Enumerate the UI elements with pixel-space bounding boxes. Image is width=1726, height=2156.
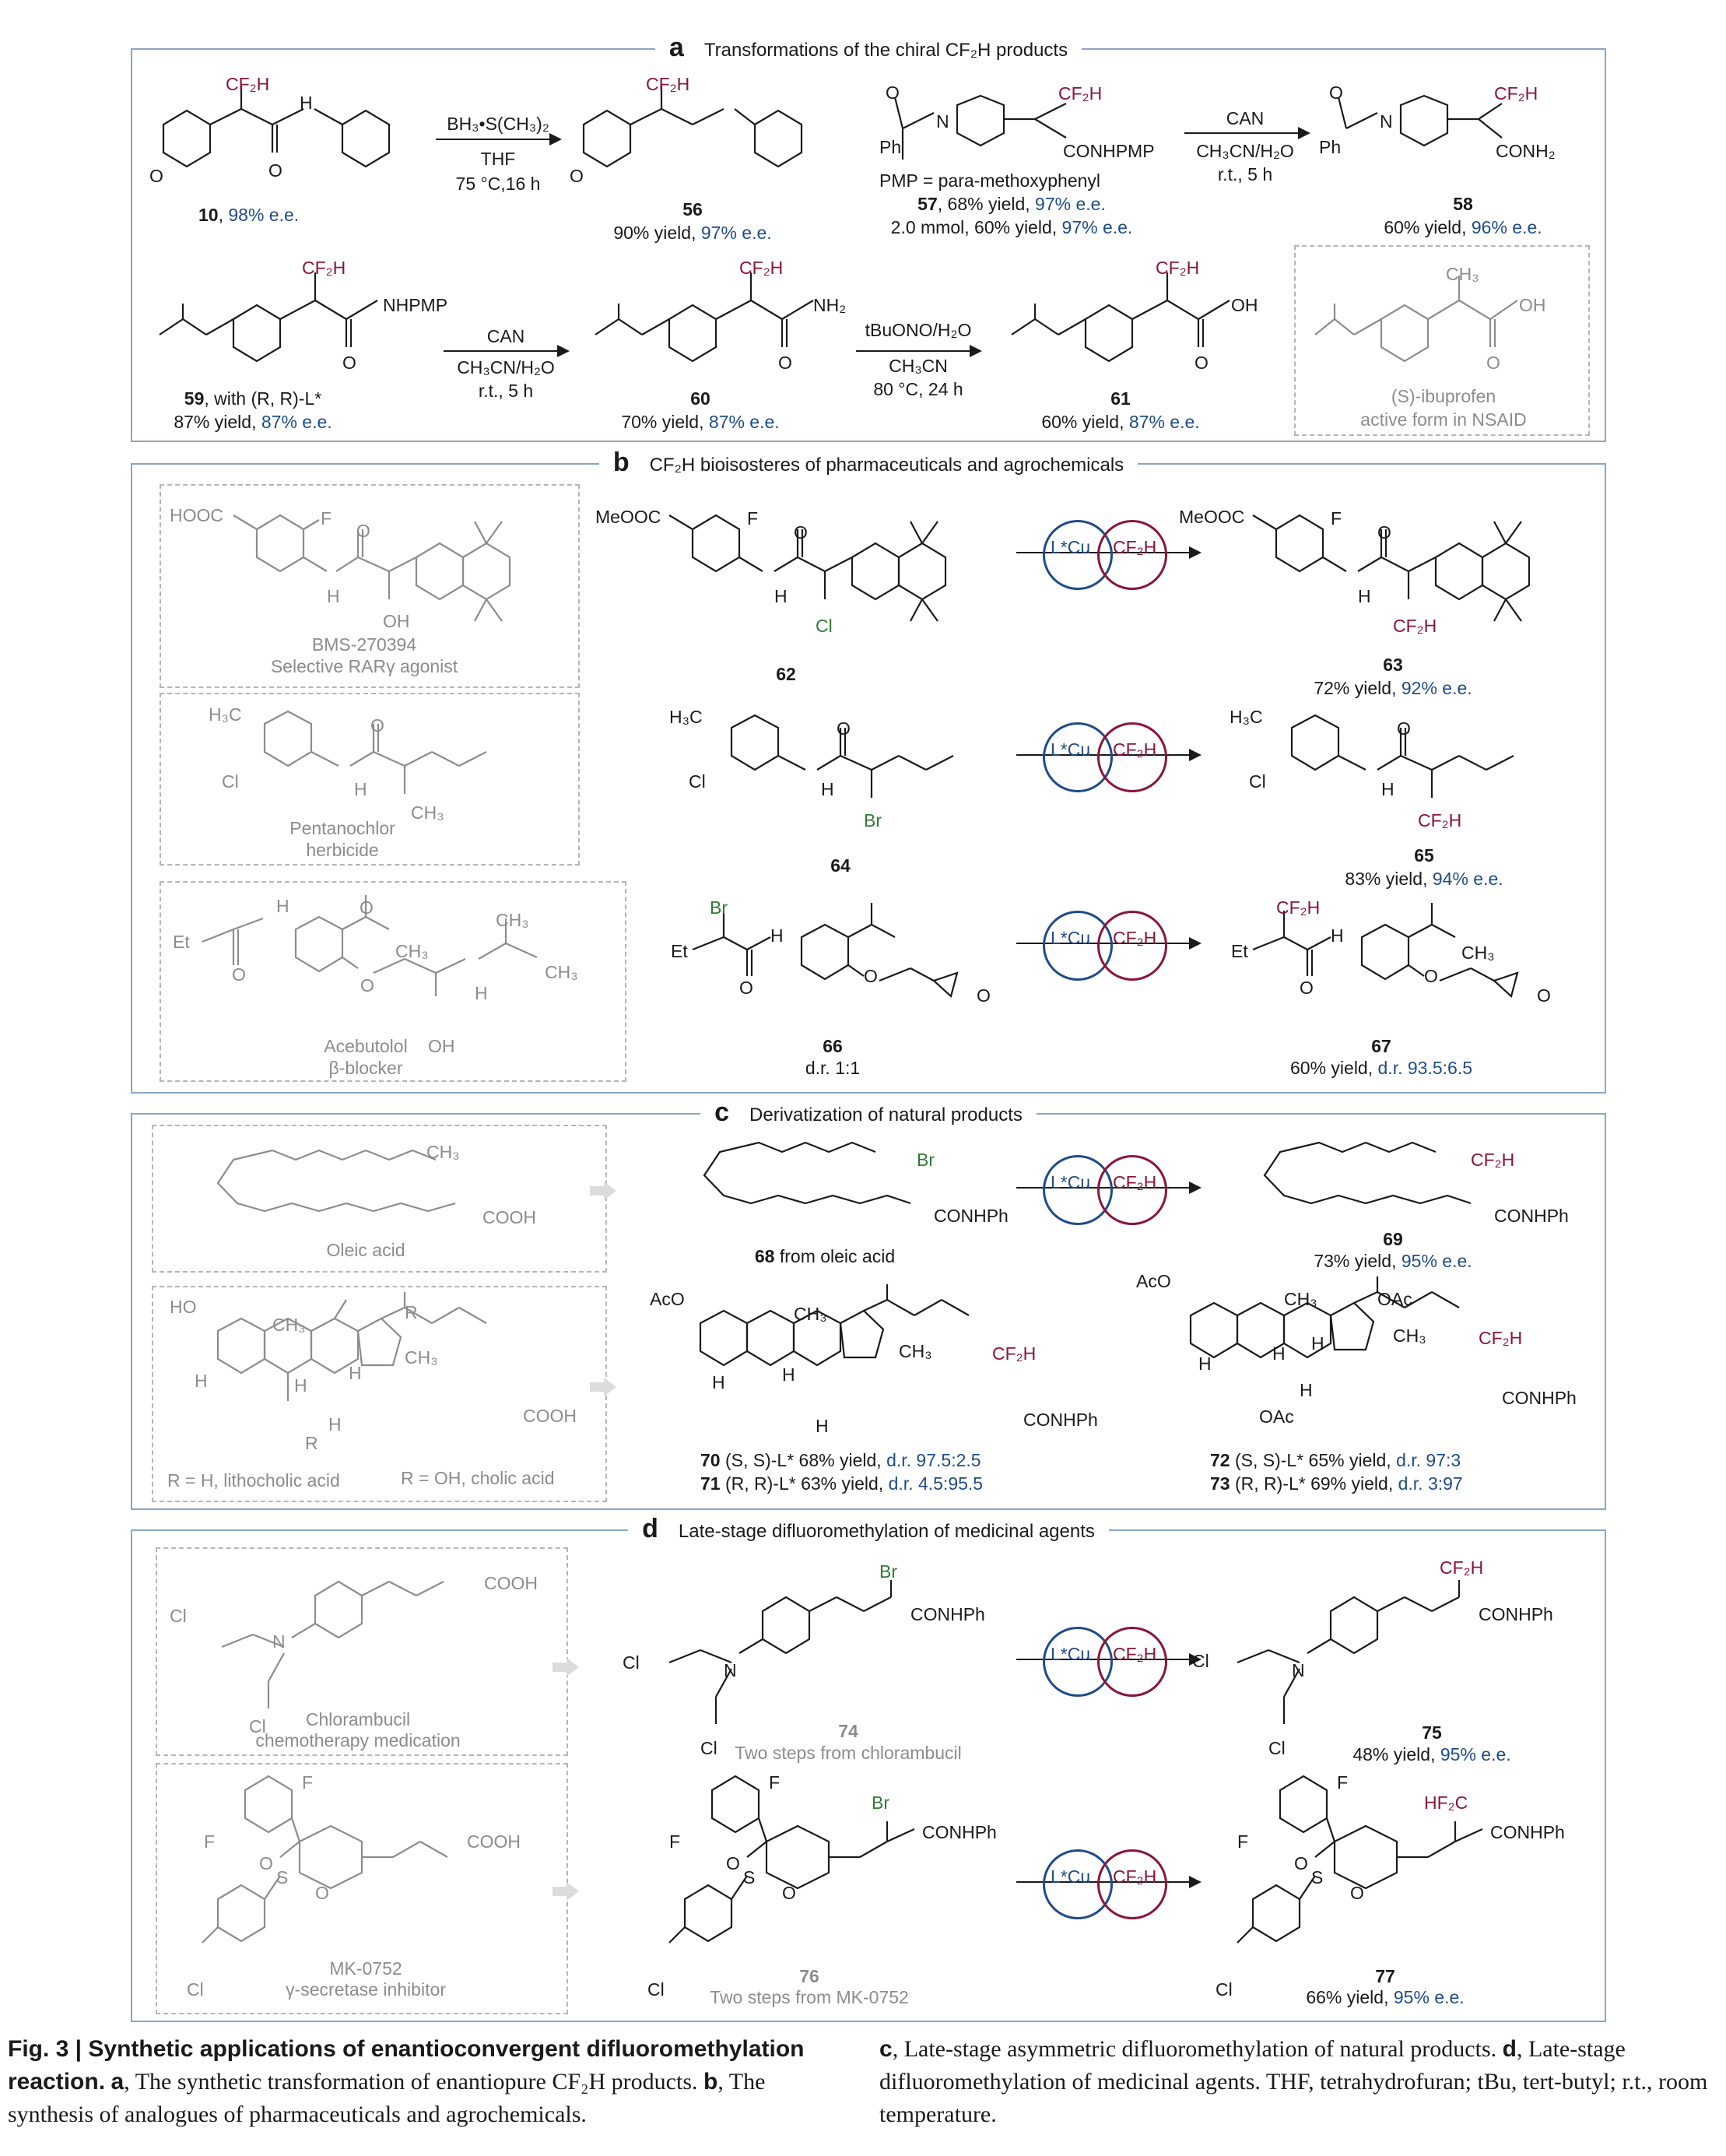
aco-label: AcO bbox=[650, 1289, 685, 1309]
pmp-note: PMP = para-methoxyphenyl bbox=[879, 170, 1101, 191]
cl-label: Cl bbox=[647, 1979, 665, 2000]
ph-label: Ph bbox=[879, 137, 902, 157]
compound-label: 64 bbox=[830, 855, 851, 876]
o-label: O bbox=[360, 975, 374, 995]
f-label: F bbox=[769, 1772, 781, 1793]
cl-label: Cl bbox=[222, 771, 239, 792]
o-label: O bbox=[782, 1883, 796, 1903]
br-label: Br bbox=[917, 1150, 935, 1170]
dr-line: d.r. 1:1 bbox=[805, 1058, 861, 1078]
f-label: F bbox=[1331, 508, 1342, 528]
cl-label: Cl bbox=[1192, 1651, 1209, 1671]
cl-label: Cl bbox=[623, 1652, 640, 1673]
yield-line: 83% yield, 94% e.e. bbox=[1345, 869, 1503, 889]
n-label: N bbox=[1292, 1660, 1305, 1680]
transform-arrow bbox=[553, 1882, 579, 1901]
drug-name: BMS-270394 bbox=[311, 634, 417, 655]
h-label: H bbox=[782, 1364, 795, 1385]
cl-label: Cl bbox=[1216, 1979, 1233, 2000]
cf2h-label: CF₂H bbox=[1276, 897, 1321, 918]
ch3-label: CH₃ bbox=[411, 802, 444, 823]
cf2h-source-label: CF₂H bbox=[1113, 1172, 1157, 1192]
ch3-label: CH₃ bbox=[405, 1347, 438, 1368]
cf2h-label: CF₂H bbox=[992, 1343, 1037, 1364]
molecule-61 bbox=[996, 257, 1261, 389]
molecule-60 bbox=[580, 257, 847, 389]
reagent: CAN bbox=[1226, 108, 1265, 128]
yield-line: 72% yield, 92% e.e. bbox=[1314, 678, 1472, 698]
nh-label: H bbox=[354, 779, 367, 799]
ch3-label: CH₃ bbox=[426, 1142, 460, 1162]
reagent: BH₃•S(CH₃)₂ bbox=[447, 114, 549, 134]
ch3-label: CH₃ bbox=[272, 1315, 306, 1335]
drug-name: Pentanochlor bbox=[289, 818, 395, 838]
drug-desc: herbicide bbox=[306, 840, 379, 860]
o-label: O bbox=[315, 1883, 329, 1903]
panel-letter: a bbox=[668, 33, 684, 62]
o-label: O bbox=[1294, 1853, 1308, 1873]
s-label: S bbox=[1311, 1867, 1324, 1887]
molecule-75 bbox=[1183, 1549, 1572, 1743]
o-label: O bbox=[886, 83, 900, 103]
molecule-77 bbox=[1206, 1767, 1595, 1985]
br-label: Br bbox=[879, 1561, 897, 1582]
o-label: O bbox=[977, 985, 991, 1006]
conditions: 80 °C, 24 h bbox=[873, 379, 963, 399]
o-label: O bbox=[1350, 1883, 1364, 1903]
et-label: Et bbox=[671, 941, 688, 961]
o-label: O bbox=[1300, 978, 1314, 998]
nh-label: H bbox=[327, 586, 340, 606]
compound-label: 76 bbox=[799, 1966, 819, 1986]
f-label: F bbox=[747, 508, 759, 528]
conhph-label: CONHPh bbox=[1494, 1206, 1569, 1226]
catalyst-cycle bbox=[1027, 1843, 1191, 1921]
panel-letter: d bbox=[642, 1514, 658, 1543]
compound-desc: Two steps from chlorambucil bbox=[735, 1743, 962, 1763]
cl-label: Cl bbox=[249, 1716, 266, 1736]
compound-label: 56 bbox=[682, 199, 703, 219]
yield-line: 60% yield, 96% e.e. bbox=[1384, 217, 1542, 237]
natural-product-name: Oleic acid bbox=[326, 1240, 405, 1260]
conhph-label: CONHPh bbox=[934, 1206, 1009, 1226]
catalyst-label: L*Cu bbox=[1051, 1644, 1091, 1664]
oh-label: OH bbox=[1231, 295, 1258, 315]
cf2h-source-label: CF₂H bbox=[1113, 1866, 1157, 1887]
s-label: S bbox=[276, 1867, 289, 1887]
transform-arrow bbox=[553, 1658, 579, 1677]
s-label: S bbox=[743, 1867, 756, 1887]
h3c-label: H₃C bbox=[669, 707, 703, 727]
compound-label: 60 bbox=[690, 388, 710, 409]
o-label: O bbox=[370, 715, 384, 736]
drug-desc: chemotherapy medication bbox=[255, 1730, 461, 1750]
panel-title: Transformations of the chiral CF₂H products bbox=[703, 40, 1068, 61]
cl-label: Cl bbox=[689, 771, 706, 792]
ch3-label: CH₃ bbox=[1393, 1326, 1426, 1346]
h-label: H bbox=[349, 1363, 362, 1383]
molecule-10 bbox=[148, 78, 428, 202]
yield-line: 70 (S, S)-L* 68% yield, d.r. 97.5:2.5 bbox=[700, 1450, 981, 1470]
molecule-ibuprofen bbox=[1307, 257, 1572, 389]
o-label: O bbox=[1397, 718, 1411, 739]
conhpmp-label: CONHPMP bbox=[1063, 141, 1155, 161]
transform-arrow bbox=[590, 1182, 616, 1200]
ph-label: Ph bbox=[1319, 137, 1342, 157]
reaction-arrow bbox=[436, 139, 560, 140]
compound-label: 75 bbox=[1422, 1722, 1442, 1743]
et-label: Et bbox=[173, 932, 190, 952]
meooc-label: MeOOC bbox=[1179, 507, 1245, 527]
o-label: O bbox=[726, 1853, 740, 1873]
cf2h-label: CF₂H bbox=[1494, 83, 1538, 104]
yield-line: 73 (R, R)-L* 69% yield, d.r. 3:97 bbox=[1210, 1473, 1463, 1494]
compound-label: 66 bbox=[823, 1036, 843, 1056]
f-label: F bbox=[302, 1772, 314, 1793]
cf2h-label: CF₂H bbox=[226, 74, 270, 94]
yield-line: 73% yield, 95% e.e. bbox=[1314, 1251, 1472, 1271]
cf2h-label: CF₂H bbox=[1471, 1150, 1515, 1170]
yield-line: 71 (R, R)-L* 63% yield, d.r. 4.5:95.5 bbox=[700, 1473, 984, 1494]
drug-name: Chlorambucil bbox=[305, 1709, 411, 1729]
yield-line: 72 (S, S)-L* 65% yield, d.r. 97:3 bbox=[1210, 1450, 1461, 1470]
n-label: N bbox=[724, 1660, 737, 1680]
compound-label: 61 bbox=[1110, 388, 1131, 409]
o-label: O bbox=[356, 521, 370, 541]
ch3-label: CH₃ bbox=[545, 962, 578, 982]
cooh-label: COOH bbox=[523, 1406, 577, 1426]
o-label: O bbox=[1537, 985, 1551, 1006]
nh-label: H bbox=[770, 925, 784, 946]
br-label: Br bbox=[864, 810, 882, 830]
ch3-label: CH₃ bbox=[395, 941, 429, 961]
h-label: H bbox=[1272, 1343, 1286, 1364]
h-label: H bbox=[328, 1414, 342, 1434]
drug-desc: γ-secretase inhibitor bbox=[286, 1979, 446, 2000]
h-label: H bbox=[816, 1416, 829, 1436]
catalyst-cycle bbox=[1027, 716, 1191, 794]
yield-line: 60% yield, 87% e.e. bbox=[1041, 412, 1200, 432]
h-label: H bbox=[1198, 1354, 1212, 1374]
nhpmp-label: NHPMP bbox=[383, 295, 448, 315]
conhph-label: CONHPh bbox=[1490, 1822, 1565, 1842]
compound-label: 58 bbox=[1453, 194, 1473, 214]
compound-label: 67 bbox=[1371, 1036, 1391, 1056]
hooc-label: HOOC bbox=[170, 505, 223, 525]
ch3-label: CH₃ bbox=[496, 910, 529, 930]
reaction-arrow bbox=[1184, 132, 1309, 134]
o-label: O bbox=[837, 718, 851, 739]
o-label: O bbox=[149, 166, 163, 186]
meooc-label: MeOOC bbox=[595, 507, 661, 527]
natural-product-variant: R = OH, cholic acid bbox=[401, 1468, 555, 1488]
compound-label: 65 bbox=[1414, 845, 1434, 866]
cooh-label: COOH bbox=[467, 1831, 521, 1852]
nh-label: H bbox=[1331, 925, 1344, 946]
r-label: R bbox=[405, 1302, 418, 1322]
h-label: H bbox=[1311, 1333, 1324, 1354]
o-label: O bbox=[1195, 353, 1209, 373]
cf2h-label: CF₂H bbox=[1479, 1328, 1523, 1348]
solvent: CH₃CN/H₂O bbox=[1196, 141, 1294, 161]
catalyst-label: L*Cu bbox=[1051, 739, 1091, 760]
panel-title: Derivatization of natural products bbox=[749, 1104, 1023, 1125]
nh2-label: NH₂ bbox=[813, 295, 847, 315]
cl-label: Cl bbox=[170, 1606, 187, 1626]
o-label: O bbox=[1486, 353, 1500, 373]
h-label: H bbox=[195, 1371, 208, 1391]
figure-caption-right: c, Late-stage asymmetric difluoromethylation of natural products. d, Late-stage difluoromethylation of medicinal agents. THF, tetrahydrofuran; tBu, tert-butyl; r.t., room temperature. bbox=[879, 2036, 1708, 2127]
panel-title: Late-stage difluoromethylation of medicinal agents bbox=[678, 1521, 1095, 1542]
cf2h-label: CF₂H bbox=[1418, 810, 1462, 830]
o-label: O bbox=[864, 966, 878, 986]
nh-label: H bbox=[821, 779, 834, 799]
ho-label: HO bbox=[170, 1297, 197, 1317]
solvent: CH₃CN/H₂O bbox=[457, 357, 555, 377]
catalyst-cycle bbox=[1027, 1149, 1191, 1227]
panel-letter: b bbox=[612, 448, 630, 477]
oh-label: OH bbox=[1519, 295, 1546, 315]
figure-caption-left: Fig. 3 | Synthetic applications of enantioconvergent difluoromethylation reaction. a, The synthetic transformation of enantiopure CF₂H products. b, The synthesis of analogues of pharmaceuticals and agrochemicals. bbox=[8, 2036, 805, 2127]
aco-label: AcO bbox=[1136, 1271, 1171, 1291]
cf2h-label: CF₂H bbox=[1156, 258, 1200, 278]
compound-label: 74 bbox=[838, 1721, 858, 1741]
f-label: F bbox=[204, 1831, 216, 1852]
drug-desc: β-blocker bbox=[328, 1058, 403, 1078]
o-label: O bbox=[360, 897, 374, 918]
reaction-arrow bbox=[444, 350, 568, 352]
h-label: H bbox=[712, 1372, 725, 1392]
natural-product-variant: R = H, lithocholic acid bbox=[167, 1470, 340, 1491]
cf2h-source-label: CF₂H bbox=[1113, 739, 1157, 760]
compound-label: 68 from oleic acid bbox=[754, 1246, 896, 1266]
h-label: H bbox=[1300, 1380, 1313, 1400]
yield-line: 90% yield, 97% e.e. bbox=[613, 223, 772, 243]
cl-label: Cl bbox=[1249, 771, 1266, 792]
hf2c-label: HF₂C bbox=[1424, 1793, 1468, 1813]
nh-label: H bbox=[475, 983, 488, 1003]
dr-line: 60% yield, d.r. 93.5:6.5 bbox=[1290, 1058, 1472, 1078]
o-label: O bbox=[570, 166, 584, 186]
o-label: O bbox=[342, 353, 356, 373]
catalyst-label: L*Cu bbox=[1051, 928, 1091, 948]
h3c-label: H₃C bbox=[209, 704, 242, 725]
cf2h-label: CF₂H bbox=[1393, 616, 1437, 636]
cl-label: Cl bbox=[700, 1738, 717, 1758]
compound-label: 77 bbox=[1375, 1966, 1395, 1986]
conhph-label: CONHPh bbox=[910, 1604, 985, 1624]
yield-line: 48% yield, 95% e.e. bbox=[1352, 1744, 1511, 1764]
yield-line: 87% yield, 87% e.e. bbox=[174, 412, 332, 432]
n-label: N bbox=[1380, 111, 1393, 132]
conh2-label: CONH₂ bbox=[1496, 141, 1556, 161]
drug-desc: Selective RARγ agonist bbox=[270, 656, 458, 676]
molecule-74 bbox=[615, 1549, 1004, 1743]
figure-title: Fig. 3 | Synthetic applications of enantioconvergent difluoromethylation reaction. bbox=[8, 2036, 805, 2095]
f-label: F bbox=[1337, 1772, 1349, 1793]
catalyst-cycle bbox=[1027, 1621, 1191, 1698]
cf2h-label: CF₂H bbox=[646, 74, 690, 94]
yield-line: 2.0 mmol, 60% yield, 97% e.e. bbox=[890, 217, 1133, 237]
conditions: r.t., 5 h bbox=[1217, 164, 1273, 184]
oac-label: OAc bbox=[1259, 1406, 1294, 1427]
f-label: F bbox=[1237, 1831, 1249, 1852]
reaction-arrow bbox=[856, 350, 981, 352]
cl-label: Cl bbox=[816, 616, 833, 636]
cf2h-label: CF₂H bbox=[739, 258, 784, 278]
cf2h-label: CF₂H bbox=[1440, 1557, 1484, 1578]
nh-label: H bbox=[1381, 779, 1394, 799]
cooh-label: COOH bbox=[484, 1573, 538, 1593]
cf2h-label: CF₂H bbox=[302, 258, 346, 278]
drug-name: MK-0752 bbox=[329, 1958, 402, 1979]
r-label: R bbox=[305, 1433, 318, 1453]
oac-label: OAc bbox=[1377, 1289, 1412, 1309]
cf2h-source-label: CF₂H bbox=[1113, 537, 1157, 557]
cl-label: Cl bbox=[187, 1979, 204, 2000]
n-label: N bbox=[272, 1631, 286, 1652]
ch3-label: CH₃ bbox=[1446, 264, 1479, 284]
conhph-label: CONHPh bbox=[1479, 1604, 1553, 1624]
compound-label: 62 bbox=[776, 664, 796, 684]
cf2h-label: CF₂H bbox=[1058, 83, 1103, 104]
yield-line: 70% yield, 87% e.e. bbox=[621, 412, 780, 432]
h3c-label: H₃C bbox=[1230, 707, 1263, 727]
drug-name: (S)-ibuprofen bbox=[1391, 386, 1496, 406]
molecule-56 bbox=[568, 78, 833, 202]
ch3-label: CH₃ bbox=[899, 1341, 932, 1361]
compound-desc: Two steps from MK-0752 bbox=[710, 1987, 909, 2007]
conhph-label: CONHPh bbox=[922, 1822, 997, 1842]
compound-label: 63 bbox=[1383, 655, 1403, 675]
h-label: H bbox=[294, 1375, 307, 1396]
oh-label: OH bbox=[428, 1036, 455, 1056]
o-label: O bbox=[1424, 966, 1438, 986]
conditions: 75 °C,16 h bbox=[455, 174, 541, 194]
conditions: r.t., 5 h bbox=[478, 381, 534, 401]
drug-desc: active form in NSAID bbox=[1360, 409, 1527, 430]
molecule-69 bbox=[1222, 1136, 1502, 1238]
transform-arrow bbox=[590, 1378, 616, 1396]
molecule-mk0752 bbox=[171, 1767, 560, 1985]
compound-label: 59, with (R, R)-L* bbox=[184, 388, 322, 409]
panel-title: CF₂H bioisosteres of pharmaceuticals and agrochemicals bbox=[649, 455, 1124, 476]
nh-label: H bbox=[300, 93, 313, 113]
o-label: O bbox=[232, 964, 246, 985]
conhph-label: CONHPh bbox=[1023, 1410, 1098, 1430]
br-label: Br bbox=[872, 1793, 889, 1813]
oh-label: OH bbox=[383, 611, 410, 631]
conhph-label: CONHPh bbox=[1502, 1388, 1577, 1408]
drug-name: Acebutolol bbox=[324, 1036, 408, 1056]
nh-label: H bbox=[1358, 586, 1371, 606]
panel-letter: c bbox=[714, 1097, 730, 1127]
f-label: F bbox=[321, 508, 332, 528]
solvent: THF bbox=[480, 149, 516, 169]
catalyst-cycle bbox=[1027, 904, 1191, 982]
yield-line: 57, 68% yield, 97% e.e. bbox=[917, 194, 1106, 214]
ch3-label: CH₃ bbox=[794, 1304, 827, 1324]
o-label: O bbox=[1329, 83, 1343, 103]
br-label: Br bbox=[710, 897, 728, 918]
o-label: O bbox=[268, 160, 282, 181]
o-label: O bbox=[794, 522, 808, 543]
catalyst-label: L*Cu bbox=[1051, 1866, 1091, 1887]
n-label: N bbox=[936, 111, 949, 132]
cf2h-source-label: CF₂H bbox=[1113, 1644, 1157, 1664]
cooh-label: COOH bbox=[482, 1207, 536, 1227]
reagent: CAN bbox=[486, 326, 525, 346]
reagent: tBuONO/H₂O bbox=[865, 320, 972, 340]
nh-label: H bbox=[276, 896, 289, 916]
cl-label: Cl bbox=[1268, 1738, 1286, 1758]
ch3-label: CH₃ bbox=[1461, 943, 1495, 963]
f-label: F bbox=[669, 1831, 681, 1852]
molecule-76 bbox=[638, 1767, 1027, 1985]
cf2h-source-label: CF₂H bbox=[1113, 928, 1157, 948]
solvent: CH₃CN bbox=[889, 356, 948, 376]
o-label: O bbox=[739, 978, 753, 998]
ch3-label: CH₃ bbox=[1284, 1289, 1317, 1309]
catalyst-label: L*Cu bbox=[1051, 1172, 1091, 1192]
o-label: O bbox=[778, 353, 792, 373]
o-label: O bbox=[259, 1853, 273, 1873]
molecule-cholic-acid bbox=[171, 1292, 591, 1463]
molecule-68 bbox=[661, 1136, 942, 1238]
catalyst-label: L*Cu bbox=[1051, 537, 1091, 557]
o-label: O bbox=[1377, 522, 1391, 543]
yield-line: 66% yield, 95% e.e. bbox=[1306, 1987, 1465, 2007]
compound-label: 69 bbox=[1383, 1229, 1403, 1249]
compound-label: 10, 98% e.e. bbox=[198, 205, 300, 225]
et-label: Et bbox=[1231, 941, 1248, 961]
catalyst-cycle bbox=[1027, 514, 1191, 592]
nh-label: H bbox=[774, 586, 788, 606]
